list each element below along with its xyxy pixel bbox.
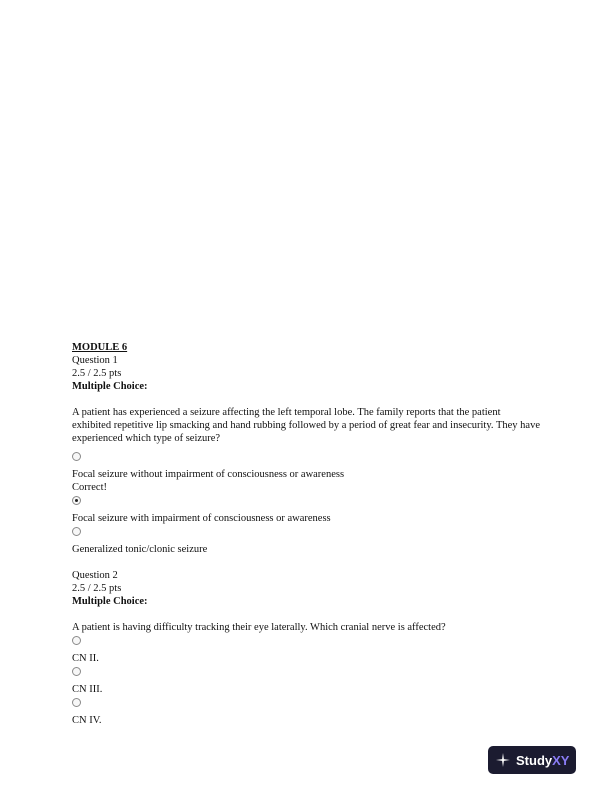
option-radio[interactable] xyxy=(72,667,81,676)
option-label: Focal seizure with impairment of consciousness or awareness xyxy=(72,513,331,524)
question-text: A patient has experienced a seizure affecting the left temporal lobe. The family reports that the patient exhibited repetitive lip smacking and hand rubbing followed by a period of great fear and insecurity. They have experienced which type of seizure? xyxy=(72,407,540,444)
option-2-radio-row xyxy=(72,665,542,678)
option-1-radio-row xyxy=(72,450,542,463)
question-text: A patient is having difficulty tracking their eye laterally. Which cranial nerve is affected? xyxy=(72,622,446,633)
brand-xy: XY xyxy=(552,752,570,768)
option-radio[interactable] xyxy=(72,527,81,536)
option-radio[interactable] xyxy=(72,452,81,461)
question-type: Multiple Choice: xyxy=(72,596,148,607)
option-label: CN III. xyxy=(72,684,103,695)
question-2 xyxy=(72,569,542,727)
question-points: 2.5 / 2.5 pts xyxy=(72,368,122,379)
option-3-radio-row xyxy=(72,525,542,538)
option-label: Focal seizure without impairment of consciousness or awareness xyxy=(72,469,345,480)
option-1-radio-row xyxy=(72,634,542,647)
module-title: MODULE 6 xyxy=(72,342,128,353)
option-3-radio-row xyxy=(72,696,542,709)
question-points: 2.5 / 2.5 pts xyxy=(72,583,122,594)
option-label: CN II. xyxy=(72,653,99,664)
question-type: Multiple Choice: xyxy=(72,381,148,392)
brand-study: Study xyxy=(516,752,553,768)
studyxy-watermark-badge[interactable] xyxy=(488,746,576,774)
option-radio[interactable] xyxy=(72,698,81,707)
option-radio-selected[interactable] xyxy=(72,496,81,505)
feedback-correct: Correct! xyxy=(72,482,107,493)
document-content xyxy=(72,341,542,727)
option-radio[interactable] xyxy=(72,636,81,645)
question-label: Question 1 xyxy=(72,355,118,366)
question-1 xyxy=(72,354,542,556)
option-label: CN IV. xyxy=(72,715,102,726)
option-label: Generalized tonic/clonic seizure xyxy=(72,544,208,555)
option-2-radio-row xyxy=(72,494,542,507)
question-label: Question 2 xyxy=(72,570,118,581)
plus-sparkle-icon xyxy=(496,753,510,767)
